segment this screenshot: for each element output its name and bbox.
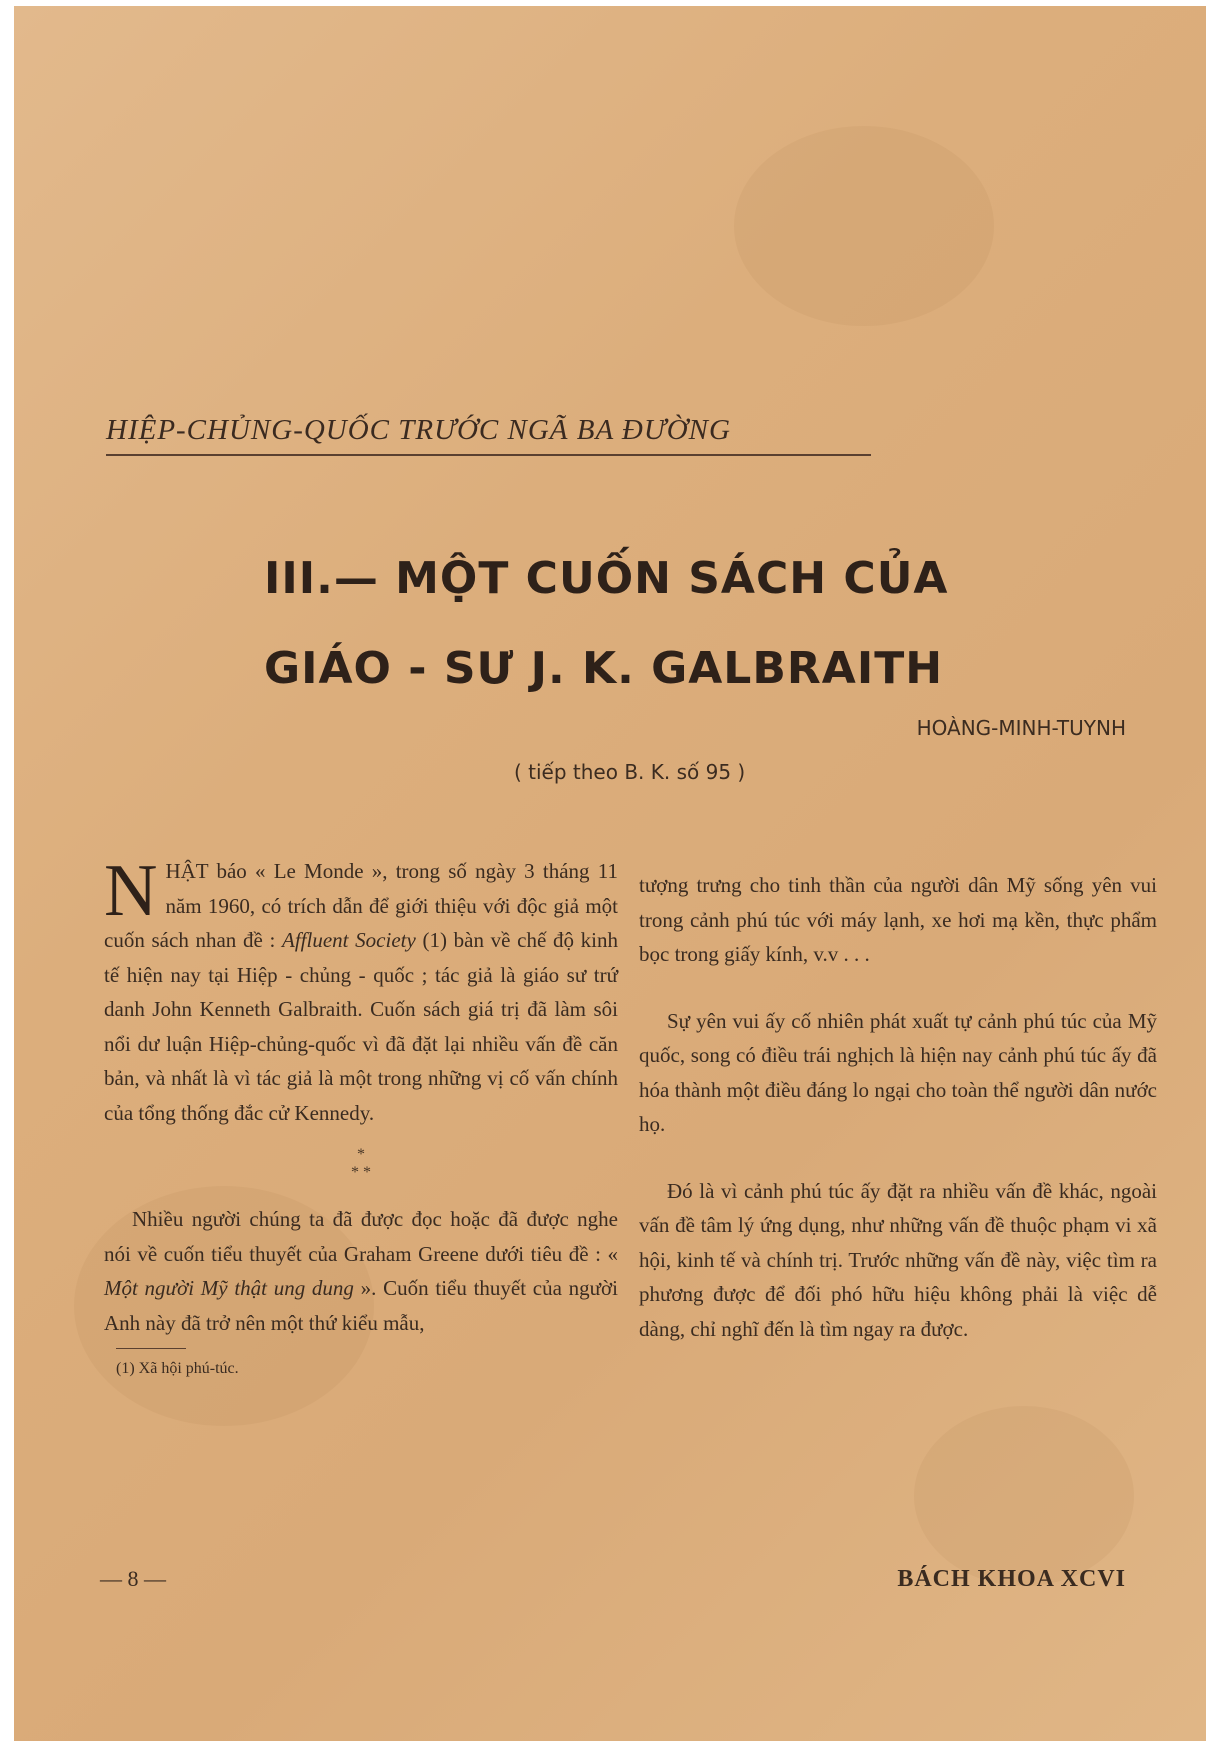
- section-title-underline: [106, 454, 871, 456]
- continuation-paragraph: tượng trưng cho tinh thần của người dân Mỹ sống yên vui trong cảnh phú túc với máy lạnh, xe hơi mạ kền, thực phẩm bọc trong giấy kính, v.v . . .: [639, 873, 1157, 966]
- separator-asterisk-bottom: * *: [351, 1164, 371, 1181]
- section-separator: [104, 1146, 618, 1182]
- separator-asterisk-top: *: [357, 1146, 365, 1163]
- article-author: HOÀNG-MINH-TUYNH: [916, 716, 1126, 740]
- second-paragraph-end: ». Cuốn tiểu thuyết của người Anh này đã trở nên một thứ kiểu mẫu,: [104, 1276, 618, 1335]
- continued-note: ( tiếp theo B. K. số 95 ): [514, 760, 746, 784]
- publication-name: BÁCH KHOA XCVI: [897, 1566, 1126, 1592]
- opening-paragraph-text: HẬT báo « Le Monde », trong số ngày 3 tháng 11 năm 1960, có trích dẫn để giới thiệu với độc giả một cuốn sách nhan đề :: [104, 859, 618, 952]
- paragraph-problems: Đó là vì cảnh phú túc ấy đặt ra nhiều vấn đề khác, ngoài vấn đề tâm lý ứng dụng, như những vấn đề thuộc phạm vi xã hội, kinh tế và chính trị. Trước những vấn đề này, việc tìm ra phương được để đối phó hữu hiệu không phải là việc dễ dàng, chỉ nghĩ đến là tìm ngay ra được.: [639, 1178, 1157, 1341]
- section-title: HIỆP-CHỦNG-QUỐC TRƯỚC NGÃ BA ĐƯỜNG: [106, 414, 731, 446]
- opening-paragraph: [104, 850, 618, 1130]
- second-paragraph: [104, 1202, 618, 1340]
- footnote: (1) Xã hội phú-túc.: [116, 1360, 239, 1377]
- drop-cap: N: [104, 850, 158, 932]
- page-number: — 8 —: [100, 1566, 166, 1591]
- footnote-divider: [116, 1348, 186, 1349]
- novel-title: Một người Mỹ thật ung dung: [104, 1276, 354, 1300]
- document-page: [14, 6, 1206, 1741]
- paragraph-prosperity: Sự yên vui ấy cố nhiên phát xuất tự cảnh phú túc của Mỹ quốc, song có điều trái nghịch là hiện nay cảnh phú túc ấy đã hóa thành một điều đáng lo ngại cho toàn thể người dân nước họ.: [639, 1008, 1157, 1136]
- paper-stain: [734, 126, 994, 326]
- book-title: Affluent Society: [282, 928, 416, 952]
- article-title: [264, 534, 1024, 714]
- paper-stain: [914, 1406, 1134, 1586]
- opening-paragraph-end: (1) bàn về chế độ kinh tế hiện nay tại Hiệp - chủng - quốc ; tác giả là giáo sư trứ danh John Kenneth Galbraith. Cuốn sách giá trị đã làm sôi nổi dư luận Hiệp-chủng-quốc vì đã đặt lại nhiều vấn đề căn bản, và nhất là vì tác giả là một trong những vị cố vấn chính của tổng thống đắc cử Kennedy.: [104, 928, 618, 1125]
- article-title-line-1: III.— MỘT CUỐN SÁCH CỦA: [264, 553, 949, 604]
- right-column: [639, 868, 1157, 1346]
- left-column: [104, 850, 618, 1381]
- article-title-line-2: GIÁO - SƯ J. K. GALBRAITH: [264, 643, 944, 694]
- second-paragraph-text: Nhiều người chúng ta đã được đọc hoặc đã được nghe nói về cuốn tiểu thuyết của Graham Greene dưới tiêu đề : «: [104, 1207, 618, 1266]
